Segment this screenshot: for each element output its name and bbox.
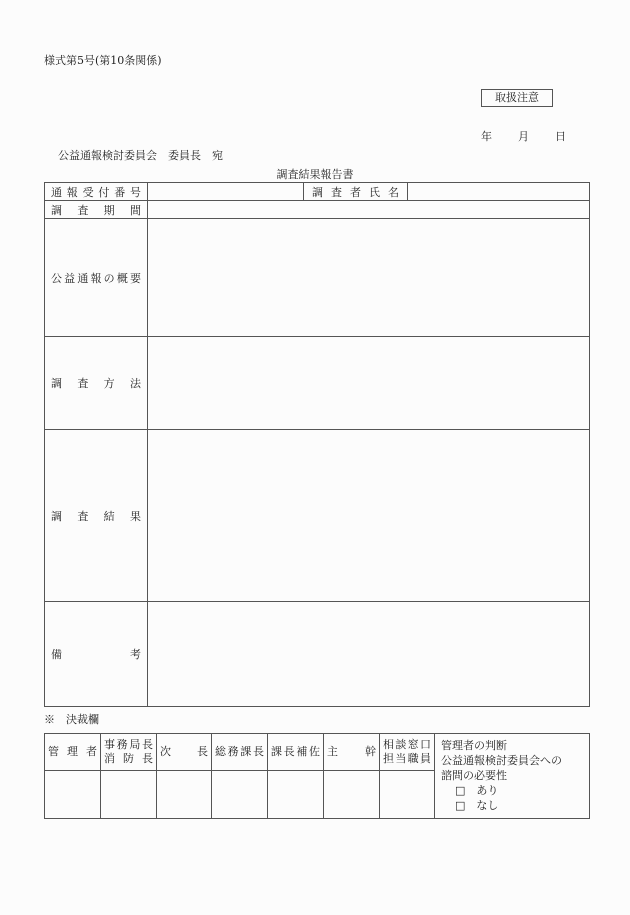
approver-secretary-general-header: 事務局長 消防長 [101, 734, 157, 771]
investigator-field[interactable] [408, 183, 590, 201]
date-month: 月 [518, 130, 529, 143]
report-table [44, 182, 590, 707]
summary-label: 公益通報の概要 [45, 219, 148, 337]
stamp-manager[interactable] [45, 771, 101, 819]
remarks-label: 備考 [45, 602, 148, 707]
manager-judgement-cell: 管理者の判断 公益通報検討委員会への 諮問の必要性 □ あり □ なし [435, 734, 590, 819]
option-no-checkbox[interactable]: □ なし [455, 799, 499, 812]
stamp-secretary-general[interactable] [101, 771, 157, 819]
approver-manager-header: 管理者 [45, 734, 101, 771]
approver-general-affairs-chief-header: 総務課長 [212, 734, 268, 771]
report-number-label: 通報受付番号 [45, 183, 148, 201]
document-title: 調査結果報告書 [276, 168, 354, 181]
result-label: 調査結果 [45, 430, 148, 602]
approver-deputy-header: 次長 [157, 734, 212, 771]
investigator-label: 調査者氏名 [304, 183, 408, 201]
stamp-senior-officer[interactable] [324, 771, 380, 819]
date-day: 日 [555, 130, 566, 143]
summary-field[interactable] [148, 219, 590, 337]
period-field[interactable] [148, 201, 590, 219]
date-year: 年 [481, 130, 492, 143]
stamp-general-affairs-chief[interactable] [212, 771, 268, 819]
option-yes-checkbox[interactable]: □ あり [455, 784, 499, 797]
approver-consultation-staff-header: 相談窓口 担当職員 [380, 734, 435, 771]
period-label: 調査期間 [45, 201, 148, 219]
stamp-consultation-staff[interactable] [380, 771, 435, 819]
decision-table [44, 733, 590, 819]
approver-senior-officer-header: 主幹 [324, 734, 380, 771]
method-label: 調査方法 [45, 337, 148, 430]
result-field[interactable] [148, 430, 590, 602]
addressee: 公益通報検討委員会 委員長 宛 [58, 149, 223, 162]
method-field[interactable] [148, 337, 590, 430]
report-number-field[interactable] [148, 183, 304, 201]
remarks-field[interactable] [148, 602, 590, 707]
form-number: 様式第5号(第10条関係) [44, 54, 162, 67]
stamp-deputy[interactable] [157, 771, 212, 819]
handle-with-care-badge: 取扱注意 [481, 89, 553, 107]
decision-heading: ※ 決裁欄 [44, 713, 99, 726]
approver-assistant-chief-header: 課長補佐 [268, 734, 324, 771]
stamp-assistant-chief[interactable] [268, 771, 324, 819]
